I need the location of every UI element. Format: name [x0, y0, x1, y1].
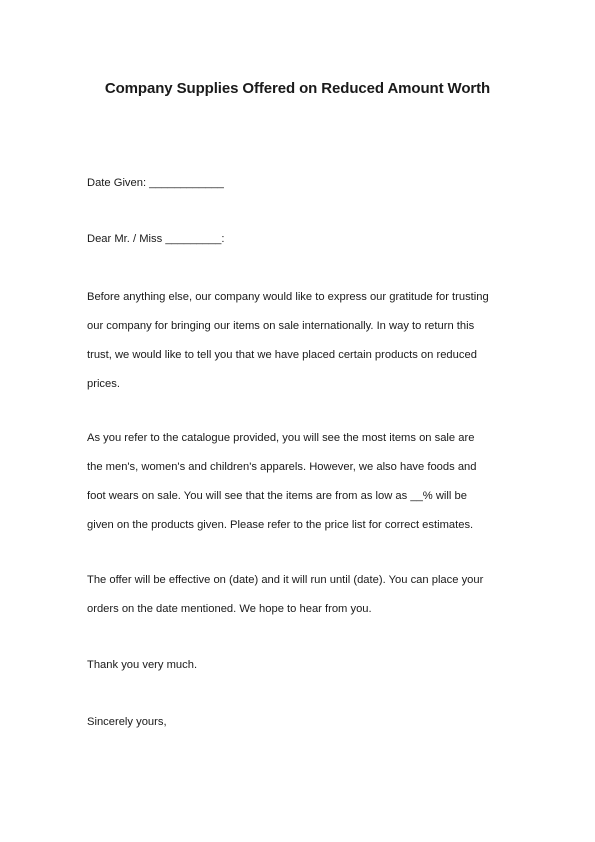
paragraph-gratitude	[87, 283, 517, 399]
paragraph-line: given on the products given. Please refer to the price list for correct estimates.	[87, 519, 474, 531]
paragraph-line: orders on the date mentioned. We hope to hear from you.	[87, 603, 372, 615]
paragraph-line: As you refer to the catalogue provided, you will see the most items on sale are	[87, 432, 475, 444]
paragraph-line: Before anything else, our company would like to express our gratitude for trusting	[87, 291, 489, 303]
paragraph-line: our company for bringing our items on sale internationally. In way to return this	[87, 320, 475, 332]
paragraph-line: prices.	[87, 378, 120, 390]
paragraph-line: trust, we would like to tell you that we have placed certain products on reduced	[87, 349, 477, 361]
paragraph-line: the men's, women's and children's apparels. However, we also have foods and	[87, 461, 477, 473]
paragraph-line: The offer will be effective on (date) and it will run until (date). You can place your	[87, 574, 484, 586]
salutation: Dear Mr. / Miss _________:	[87, 233, 225, 245]
date-line: Date Given: ____________	[87, 177, 224, 189]
paragraph-offer	[87, 566, 517, 624]
document-title: Company Supplies Offered on Reduced Amount Worth	[104, 80, 491, 97]
paragraph-line: foot wears on sale. You will see that the items are from as low as __% will be	[87, 490, 467, 502]
thanks-line: Thank you very much.	[87, 659, 198, 671]
paragraph-catalogue	[87, 424, 517, 540]
closing-line: Sincerely yours,	[87, 716, 167, 728]
